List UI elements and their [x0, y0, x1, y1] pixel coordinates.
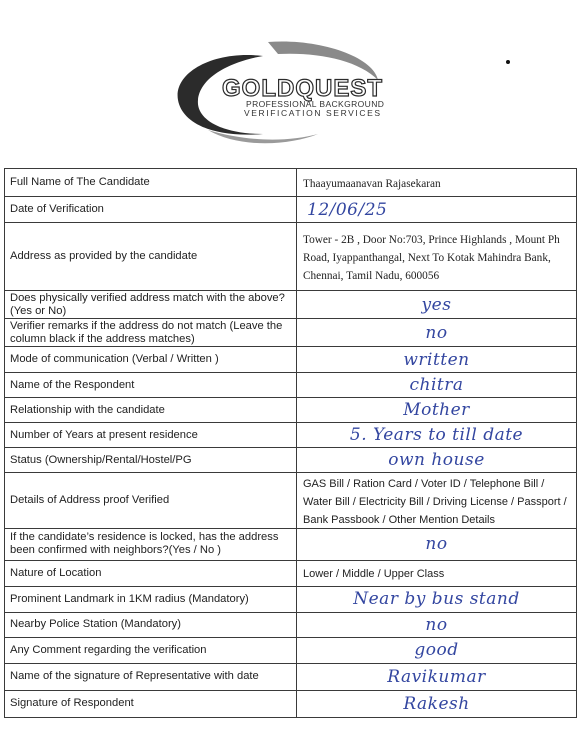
field-value-cell: [297, 291, 577, 319]
field-value: chitra: [409, 375, 464, 396]
field-value-cell: [297, 560, 577, 586]
field-label: Any Comment regarding the verification: [5, 637, 297, 663]
form-row: [5, 423, 577, 448]
field-value-cell: [297, 448, 577, 473]
field-value: yes: [421, 294, 452, 315]
field-value-cell: [297, 473, 577, 528]
field-value: Near by bus stand: [353, 589, 520, 610]
field-value: own house: [388, 450, 485, 471]
field-value: good: [414, 640, 459, 661]
field-value: Ravikumar: [387, 666, 486, 687]
field-value-cell: [297, 423, 577, 448]
field-value: written: [403, 349, 470, 370]
ink-speck: [506, 60, 510, 64]
form-row: [5, 612, 577, 637]
form-row: [5, 473, 577, 528]
field-value: no: [425, 322, 448, 343]
form-row: [5, 560, 577, 586]
field-value: 5. Years to till date: [349, 425, 524, 446]
field-label: Prominent Landmark in 1KM radius (Mandatory): [5, 586, 297, 612]
field-value-cell: [297, 612, 577, 637]
field-label: Number of Years at present residence: [5, 423, 297, 448]
field-value-cell: [297, 223, 577, 291]
field-label: Relationship with the candidate: [5, 398, 297, 423]
form-row: [5, 373, 577, 398]
field-value: Tower - 2B , Door No:703, Prince Highlands , Mount Ph Road, Iyappanthangal, Next To Kotak Mahindra Bank, Chennai, Tamil Nadu, 600056: [303, 233, 560, 282]
field-label: Signature of Respondent: [5, 690, 297, 717]
field-label: Name of the Respondent: [5, 373, 297, 398]
logo-brand: GOLDQUEST: [222, 75, 384, 102]
form-row: [5, 690, 577, 717]
field-label: Nature of Location: [5, 560, 297, 586]
field-value: no: [425, 534, 448, 555]
field-value-cell: [297, 663, 577, 690]
form-row: [5, 398, 577, 423]
verification-form-table: [4, 168, 577, 718]
field-label: Address as provided by the candidate: [5, 223, 297, 291]
form-row: [5, 291, 577, 319]
field-label: Verifier remarks if the address do not match (Leave the column black if the address matches): [5, 319, 297, 347]
field-value-cell: [297, 347, 577, 373]
field-value-cell: [297, 637, 577, 663]
form-row: [5, 637, 577, 663]
form-row: [5, 663, 577, 690]
field-value-cell: [297, 586, 577, 612]
field-label: Details of Address proof Verified: [5, 473, 297, 528]
form-row: [5, 586, 577, 612]
field-value: Mother: [403, 400, 470, 421]
field-label: Nearby Police Station (Mandatory): [5, 612, 297, 637]
field-value: Lower / Middle / Upper Class: [303, 568, 445, 581]
field-label: Full Name of The Candidate: [5, 169, 297, 197]
field-label: Does physically verified address match with the above? (Yes or No): [5, 291, 297, 319]
field-value-cell: [297, 197, 577, 223]
form-row: [5, 223, 577, 291]
field-value-cell: [297, 319, 577, 347]
field-label: Mode of communication (Verbal / Written ): [5, 347, 297, 373]
field-value: 12/06/25: [307, 199, 388, 220]
field-label: Date of Verification: [5, 197, 297, 223]
field-label: Status (Ownership/Rental/Hostel/PG: [5, 448, 297, 473]
logo-tagline-2: VERIFICATION SERVICES: [244, 108, 382, 118]
field-value: no: [425, 614, 448, 635]
field-value-cell: [297, 398, 577, 423]
form-row: [5, 347, 577, 373]
form-row: [5, 319, 577, 347]
form-row: [5, 448, 577, 473]
field-label: Name of the signature of Representative with date: [5, 663, 297, 690]
field-value-cell: [297, 528, 577, 560]
goldquest-logo: [168, 38, 428, 148]
field-value: GAS Bill / Ration Card / Voter ID / Telephone Bill / Water Bill / Electricity Bill / Driving License / Passport / Bank Passbook / Other Mention Details: [303, 477, 567, 526]
field-label: If the candidate’s residence is locked, has the address been confirmed with neighbors?(Yes / No ): [5, 528, 297, 560]
field-value-cell: [297, 373, 577, 398]
form-row: [5, 197, 577, 223]
field-value: Thaayumaanavan Rajasekaran: [303, 177, 441, 190]
form-row: [5, 528, 577, 560]
logo-tagline-1: PROFESSIONAL BACKGROUND: [246, 99, 385, 109]
field-value-cell: [297, 690, 577, 717]
form-row: [5, 169, 577, 197]
field-value-cell: [297, 169, 577, 197]
field-value: Rakesh: [403, 693, 470, 714]
